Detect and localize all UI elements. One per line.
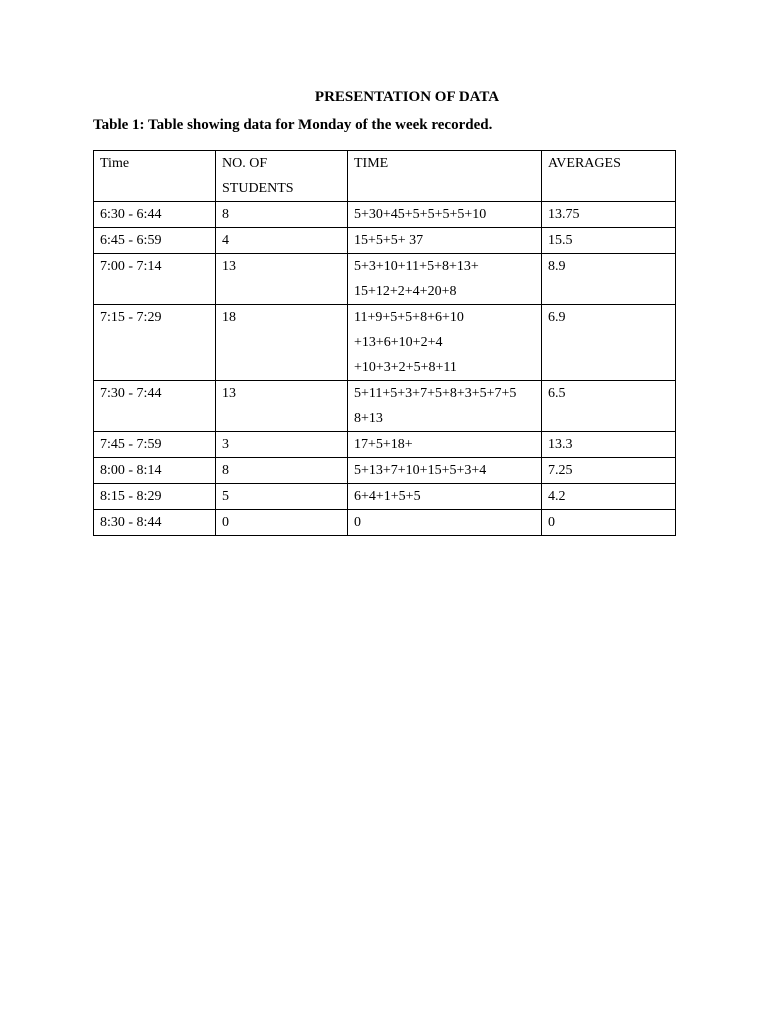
cell-time-values: 6+4+1+5+5 — [348, 484, 542, 510]
cell-students: 18 — [216, 305, 348, 381]
cell-students: 13 — [216, 254, 348, 305]
cell-students: 8 — [216, 202, 348, 228]
cell-students: 5 — [216, 484, 348, 510]
cell-time: 7:45 - 7:59 — [94, 432, 216, 458]
cell-time-values: 5+11+5+3+7+5+8+3+5+7+5 8+13 — [348, 381, 542, 432]
cell-time: 7:00 - 7:14 — [94, 254, 216, 305]
header-averages: AVERAGES — [542, 151, 676, 202]
cell-time-values: 5+13+7+10+15+5+3+4 — [348, 458, 542, 484]
cell-students: 3 — [216, 432, 348, 458]
cell-time: 8:15 - 8:29 — [94, 484, 216, 510]
table-row — [94, 510, 676, 536]
table-row — [94, 254, 676, 305]
data-table — [93, 150, 676, 536]
table-row — [94, 202, 676, 228]
cell-time-values: 0 — [348, 510, 542, 536]
table-row — [94, 381, 676, 432]
cell-time: 7:30 - 7:44 — [94, 381, 216, 432]
cell-time: 8:00 - 8:14 — [94, 458, 216, 484]
table-header-row — [94, 151, 676, 202]
cell-students: 8 — [216, 458, 348, 484]
cell-time: 8:30 - 8:44 — [94, 510, 216, 536]
cell-average: 13.75 — [542, 202, 676, 228]
cell-time-values: 5+30+45+5+5+5+5+10 — [348, 202, 542, 228]
cell-time-values: 11+9+5+5+8+6+10 +13+6+10+2+4 +10+3+2+5+8+11 — [348, 305, 542, 381]
table-row — [94, 305, 676, 381]
page-heading: PRESENTATION OF DATA — [314, 89, 500, 105]
header-no-of-students: NO. OF STUDENTS — [216, 151, 348, 202]
cell-time-values: 15+5+5+ 37 — [348, 228, 542, 254]
cell-average: 6.5 — [542, 381, 676, 432]
cell-time: 6:45 - 6:59 — [94, 228, 216, 254]
cell-students: 4 — [216, 228, 348, 254]
table-row — [94, 458, 676, 484]
header-time: Time — [94, 151, 216, 202]
cell-average: 4.2 — [542, 484, 676, 510]
table-caption: Table 1: Table showing data for Monday of the week recorded. — [93, 117, 493, 133]
cell-time: 7:15 - 7:29 — [94, 305, 216, 381]
cell-students: 13 — [216, 381, 348, 432]
header-time-values: TIME — [348, 151, 542, 202]
cell-time-values: 5+3+10+11+5+8+13+ 15+12+2+4+20+8 — [348, 254, 542, 305]
cell-average: 0 — [542, 510, 676, 536]
cell-average: 15.5 — [542, 228, 676, 254]
cell-average: 6.9 — [542, 305, 676, 381]
table-row — [94, 484, 676, 510]
cell-average: 13.3 — [542, 432, 676, 458]
cell-time-values: 17+5+18+ — [348, 432, 542, 458]
cell-students: 0 — [216, 510, 348, 536]
cell-average: 8.9 — [542, 254, 676, 305]
table-row — [94, 432, 676, 458]
cell-time: 6:30 - 6:44 — [94, 202, 216, 228]
cell-average: 7.25 — [542, 458, 676, 484]
table-row — [94, 228, 676, 254]
